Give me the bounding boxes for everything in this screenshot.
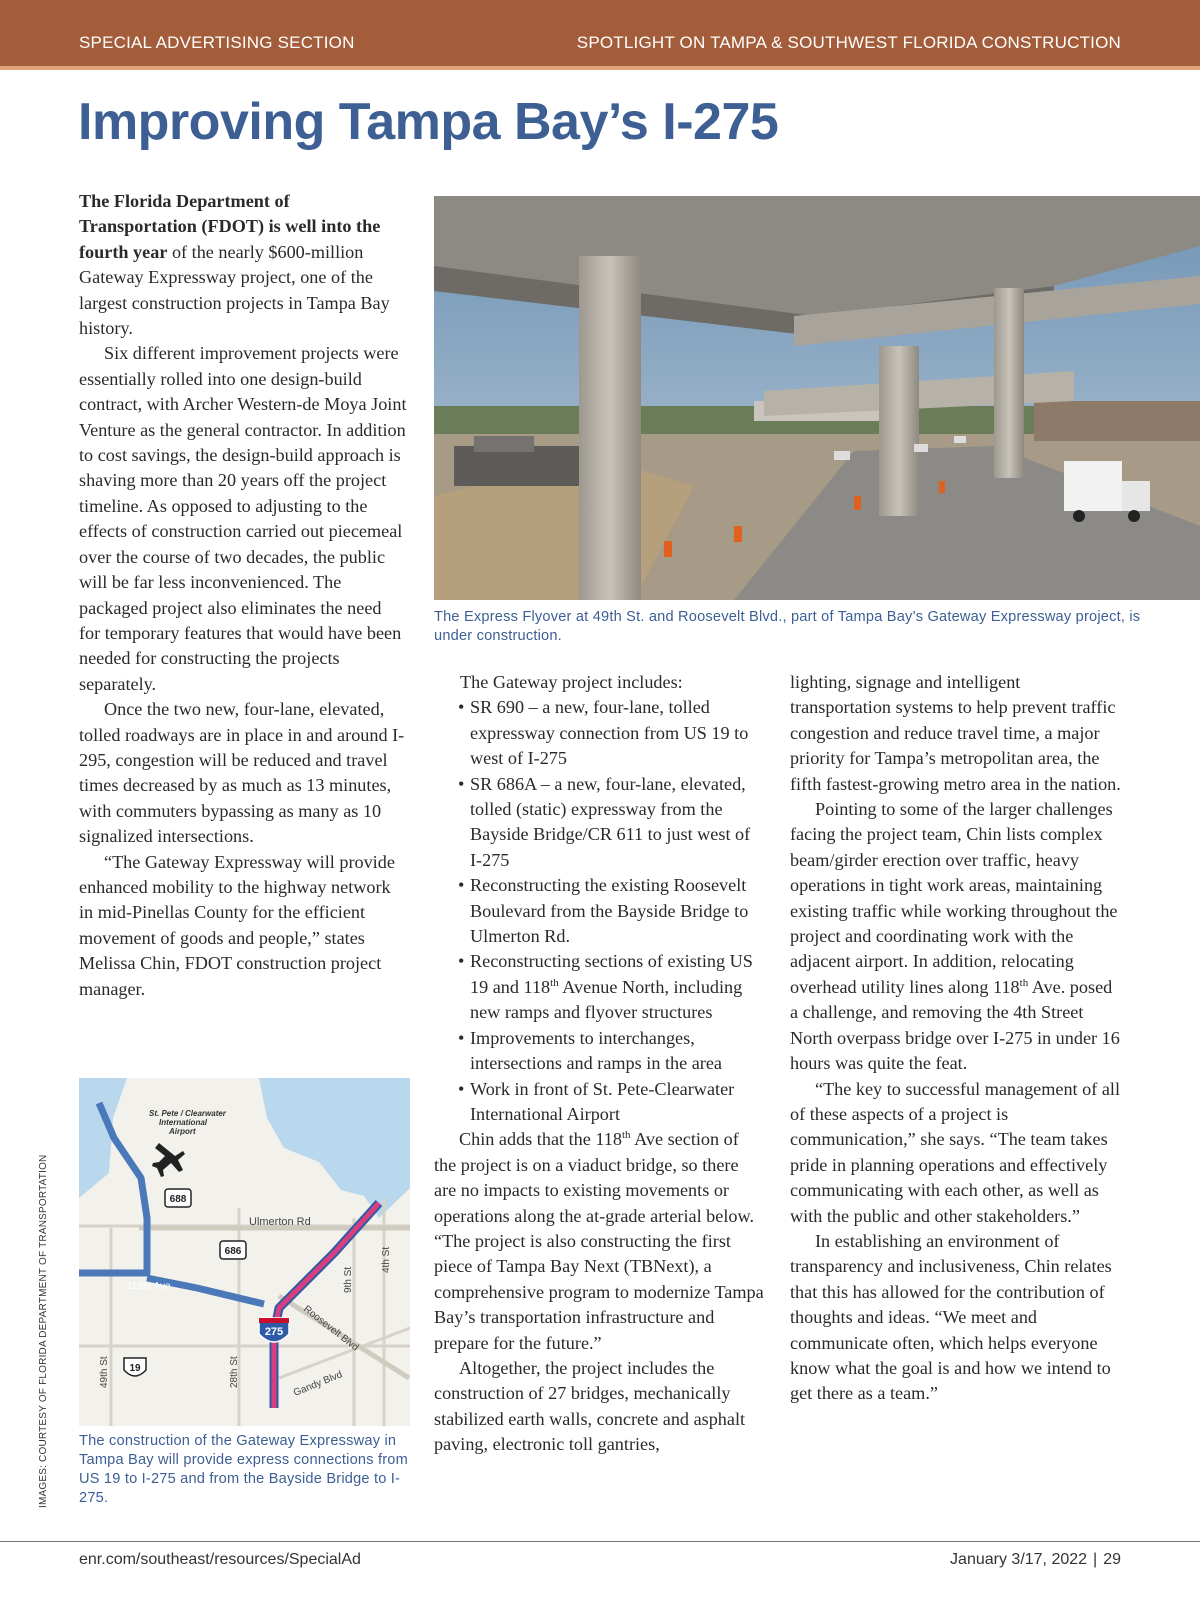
footer-date-page [950,1551,1121,1569]
shield-686-label: 686 [224,1246,242,1257]
paragraph-quote-chin: “The Gateway Expressway will provide enhanced mobility to the highway network in mid-Pinellas County for the efficient movement of goods and people,” states Melissa Chin, FDOT construction project manager. [79,851,395,999]
article-column-2 [434,670,764,1458]
project-list-intro: The Gateway project includes: [460,672,683,692]
lead-bold: The Florida Department of Transportation (FDOT) is well into the fourth year [79,191,381,262]
map-label-gandy: Gandy Blvd [292,1369,345,1399]
paragraph-altogether: Altogether, the project includes the construction of 27 bridges, mechanically stabilized earth walls, concrete and asphalt paving, electronic toll gantries, [434,1357,746,1455]
flyover-photo [434,196,1200,600]
map-label-49th: 49th St [99,1356,110,1388]
lead-rest: of the nearly $600-million Gateway Expressway project, one of the largest construction projects in Tampa Bay history. [79,241,390,339]
map-caption: The construction of the Gateway Expressway in Tampa Bay will provide express connections from US 19 to I-275 and from the Bayside Bridge to I-275. [79,1433,408,1506]
interstate-275-shield-icon [259,1318,289,1342]
map-label-roosevelt: Roosevelt Blvd [301,1303,361,1354]
us-19-shield-icon [124,1358,146,1376]
shield-688-icon [165,1189,191,1207]
page-number: 29 [1103,1551,1121,1568]
article-column-3 [790,670,1122,1407]
list-item: • Reconstructing the existing Roosevelt Boulevard from the Bayside Bridge to Ulmerton Rd. [434,873,764,949]
list-item: • SR 690 – a new, four-lane, tolled expressway connection from US 19 to west of I-275 [434,695,764,771]
header-rule [0,66,1200,70]
map-label-4th: 4th St [381,1246,392,1273]
photo-caption: The Express Flyover at 49th St. and Roosevelt Blvd., part of Tampa Bay’s Gateway Expressway project, is under construction. [434,609,1141,644]
paragraph-text: Ave section of the project is on a viaduct bridge, so there are no impacts to existing movements or operations along the at-grade arterial below. “The project is also constructing the first piece of Tampa Bay Next (TBNext), a comprehensive program to modernize Tampa Bay’s transportation infrastructure and prepare for the future.” [434,1129,764,1353]
footer-url: enr.com/southeast/resources/SpecialAd [79,1551,361,1568]
project-list [434,695,764,1127]
paragraph-text: Chin adds that the 118 [459,1129,622,1150]
list-item: • Work in front of St. Pete-Clearwater International Airport [434,1077,764,1128]
article-column-1 [79,189,407,1002]
map-label-ulmerton: Ulmerton Rd [249,1216,311,1228]
section-label: SPECIAL ADVERTISING SECTION [79,33,355,52]
paragraph-congestion: Once the two new, four-lane, elevated, tolled roadways are in place in and around I-295, congestion will be reduced and travel times decreased by as much as 13 minutes, with commuters bypassing as many as 10 signalized intersections. [79,699,405,847]
footer-rule [0,1541,1200,1542]
ordinal-suffix: th [622,1129,631,1142]
footer-separator: | [1093,1551,1098,1568]
shield-275-label: 275 [264,1326,284,1338]
shield-19-label: 19 [129,1363,141,1374]
paragraph-continued: lighting, signage and intelligent transportation systems to help prevent traffic congestion and reduce travel time, a major priority for Tampa’s metropolitan area, the fifth fastest-growing metro area in the nation. [790,672,1121,794]
list-item-text: Reconstructing sections of existing US 19 and 118 [470,951,753,997]
map-label-9th: 9th St [343,1266,354,1293]
footer-date: January 3/17, 2022 [950,1551,1088,1568]
list-item [434,949,764,1025]
shield-686-icon [220,1241,246,1259]
paragraph-transparency: In establishing an environment of transparency and inclusiveness, Chin relates that this has allowed for the contribution of thoughts and ideas. “We meet and communicate often, which helps everyone know what the goal is and how we intend to get there as a team.” [790,1230,1112,1404]
list-item: • SR 686A – a new, four-lane, elevated, tolled (static) expressway from the Bayside Bridge/CR 611 to just west of I-275 [434,772,764,874]
list-item: • Improvements to interchanges, intersections and ramps in the area [434,1026,764,1077]
paragraph-text: Pointing to some of the larger challenges facing the project team, Chin lists complex beam/girder erection over traffic, heavy operations in tight work areas, maintaining existing traffic while working throughout the project and coordinating work with the adjacent airport. In addition, relocating overhead utility lines along 118 [790,799,1118,997]
spotlight-label: SPOTLIGHT ON TAMPA & SOUTHWEST FLORIDA CONSTRUCTION [576,33,1121,52]
map-label-airport-1: St. Pete / Clearwater [149,1109,226,1118]
ordinal-suffix: th [550,976,559,989]
page-title: Improving Tampa Bay’s I-275 [78,93,779,151]
gateway-map [79,1078,410,1426]
list-item-text: Avenue North, including new ramps and flyover structures [470,976,743,1023]
map-label-airport-2: International [159,1118,208,1127]
paragraph-viaduct [434,1127,764,1356]
map-label-118th: 118th Ave [127,1281,171,1292]
ordinal-suffix: th [1019,976,1029,989]
paragraph-communication: “The key to successful management of all of these aspects of a project is communication,” she says. “The team takes pride in planning operations and effectively communicating with each other, as well as with the public and other stakeholders.” [790,1078,1121,1226]
lead-paragraph [79,189,407,341]
paragraph-text: Ave. posed a challenge, and removing the 4th Street North overpass bridge over I-275 in under 16 hours was quite the feat. [790,976,1120,1074]
shield-688-label: 688 [169,1194,187,1205]
paragraph-challenges [790,797,1122,1076]
map-label-28th: 28th St [229,1356,240,1388]
map-label-airport-3: Airport [169,1127,196,1136]
paragraph-design-build: Six different improvement projects were essentially rolled into one design-build contract, with Archer Western-de Moya Joint Venture as the general contractor. In addition to cost savings, the design-build approach is shaving more than 20 years off the project timeline. As opposed to adjusting to the effects of construction carried out piecemeal over the course of two decades, the public will be far less inconvenienced. The packaged project also eliminates the need for temporary features that would have been needed for constructing the projects separately. [79,343,407,694]
image-credit: IMAGES: COURTESY OF FLORIDA DEPARTMENT OF TRANSPORTATION [38,1154,49,1508]
